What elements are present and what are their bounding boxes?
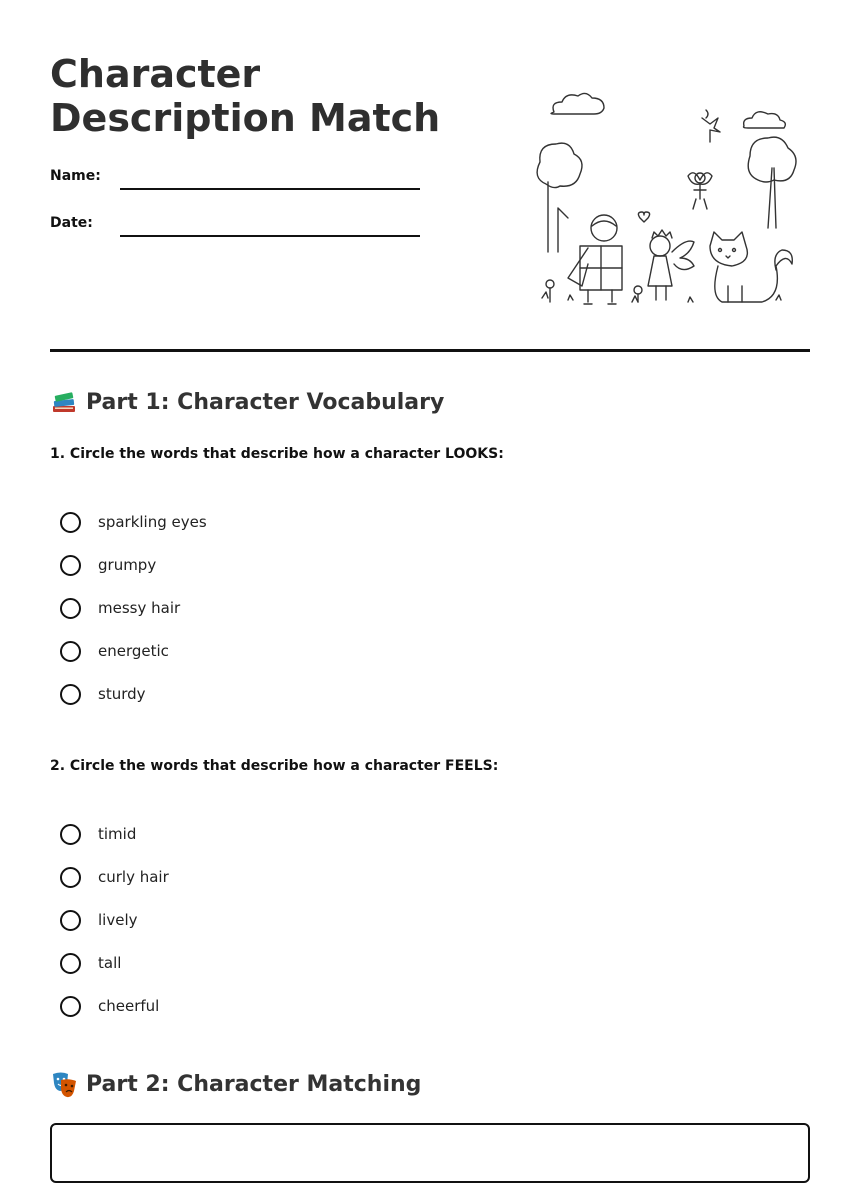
option-lively[interactable] xyxy=(60,907,138,933)
option-label: grumpy xyxy=(98,556,157,574)
date-line[interactable] xyxy=(120,235,420,237)
option-label: lively xyxy=(98,911,138,929)
option-grumpy[interactable] xyxy=(60,552,156,578)
name-label: Name: xyxy=(50,168,101,184)
circle-option[interactable] xyxy=(60,512,81,533)
part1-heading xyxy=(50,388,444,416)
part2-title: Part 2: Character Matching xyxy=(86,1071,422,1097)
option-sparkling-eyes[interactable] xyxy=(60,509,207,535)
option-energetic[interactable] xyxy=(60,638,169,664)
circle-option[interactable] xyxy=(60,996,81,1017)
option-label: energetic xyxy=(98,642,169,660)
theater-masks-icon xyxy=(50,1070,78,1098)
circle-option[interactable] xyxy=(60,684,81,705)
option-cheerful[interactable] xyxy=(60,993,159,1019)
circle-option[interactable] xyxy=(60,910,81,931)
option-label: timid xyxy=(98,825,137,843)
date-label: Date: xyxy=(50,215,93,231)
circle-option[interactable] xyxy=(60,867,81,888)
circle-option[interactable] xyxy=(60,598,81,619)
books-icon xyxy=(50,388,78,416)
page-title: Character Description Match xyxy=(50,52,441,140)
name-field[interactable] xyxy=(50,168,430,198)
question-1-prompt: 1. Circle the words that describe how a character LOOKS: xyxy=(50,446,504,462)
circle-option[interactable] xyxy=(60,953,81,974)
option-timid[interactable] xyxy=(60,821,136,847)
matching-box xyxy=(50,1123,810,1183)
option-tall[interactable] xyxy=(60,950,121,976)
header-divider xyxy=(50,349,810,352)
circle-option[interactable] xyxy=(60,641,81,662)
option-label: sturdy xyxy=(98,685,146,703)
option-label: tall xyxy=(98,954,122,972)
part2-heading xyxy=(50,1070,421,1098)
circle-option[interactable] xyxy=(60,824,81,845)
option-messy-hair[interactable] xyxy=(60,595,180,621)
option-label: cheerful xyxy=(98,997,160,1015)
part1-title: Part 1: Character Vocabulary xyxy=(86,389,445,415)
question-2-prompt: 2. Circle the words that describe how a character FEELS: xyxy=(50,758,499,774)
option-curly-hair[interactable] xyxy=(60,864,169,890)
circle-option[interactable] xyxy=(60,555,81,576)
option-label: sparkling eyes xyxy=(98,513,207,531)
name-line[interactable] xyxy=(120,188,420,190)
characters-illustration-icon xyxy=(528,80,810,310)
date-field[interactable] xyxy=(50,215,430,245)
option-label: curly hair xyxy=(98,868,169,886)
option-label: messy hair xyxy=(98,599,181,617)
option-sturdy[interactable] xyxy=(60,681,146,707)
